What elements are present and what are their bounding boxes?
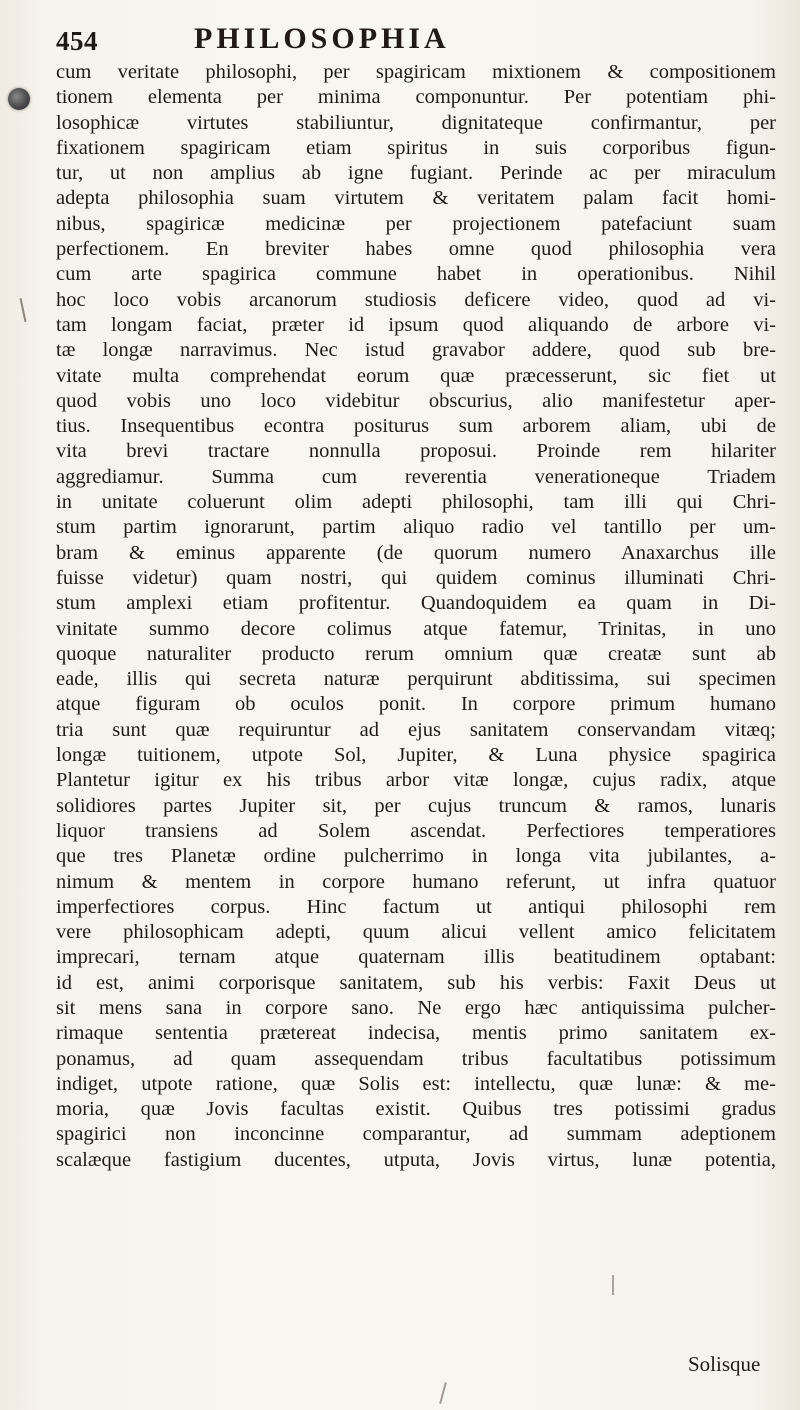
text-line: longæ tuitionem, utpote Sol, Jupiter, & Luna physice spagirica (56, 744, 776, 767)
text-line: tionem elementa per minima componuntur. Per potentiam phi- (56, 86, 776, 109)
text-line: vitate multa comprehendat eorum quæ præcesserunt, sic fiet ut (56, 364, 776, 387)
text-line: scalæque fastigium ducentes, utputa, Jovis virtus, lunæ potentia, (56, 1148, 776, 1171)
text-line: vere philosophicam adepti, quum alicui vellent amico felicitatem (56, 921, 776, 944)
page-number: 454 (56, 26, 98, 56)
text-line: ponamus, ad quam assequendam tribus facultatibus potissimum (56, 1047, 776, 1070)
text-line: imperfectiores corpus. Hinc factum ut antiqui philosophi rem (56, 895, 776, 918)
text-line: solidiores partes Jupiter sit, per cujus truncum & ramos, lunaris (56, 794, 776, 817)
text-line: bram & eminus apparente (de quorum numero Anaxarchus ille (56, 541, 776, 564)
binding-hole-mark (8, 88, 30, 110)
text-line: losophicæ virtutes stabiliuntur, dignitateque confirmantur, per (56, 111, 776, 134)
text-line: eade, illis qui secreta naturæ perquirunt abditissima, sui specimen (56, 668, 776, 691)
text-line: atque figuram ob oculos ponit. In corpore primum humano (56, 693, 776, 716)
margin-ink-mark (20, 298, 27, 322)
text-line: hoc loco vobis arcanorum studiosis deficere video, quod ad vi- (56, 288, 776, 311)
running-head-title: PHILOSOPHIA (194, 22, 450, 55)
text-line: quod vobis uno loco videbitur obscurius, alio manifestetur aper- (56, 389, 776, 412)
text-line: moria, quæ Jovis facultas existit. Quibus tres potissimi gradus (56, 1098, 776, 1121)
text-line: vita brevi tractare nonnulla proposui. Proinde rem hilariter (56, 440, 776, 463)
body-text (56, 60, 776, 1173)
text-line: tur, ut non amplius ab igne fugiant. Perinde ac per miraculum (56, 162, 776, 185)
text-line: que tres Planetæ ordine pulcherrimo in longa vita jubilantes, a- (56, 845, 776, 868)
text-line: spagirici non inconcinne comparantur, ad summam adeptionem (56, 1123, 776, 1146)
text-line: indiget, utpote ratione, quæ Solis est: intellectu, quæ lunæ: & me- (56, 1072, 776, 1095)
text-line: stum amplexi etiam profitentur. Quandoquidem ea quam in Di- (56, 592, 776, 615)
text-line: liquor transiens ad Solem ascendat. Perfectiores temperatiores (56, 819, 776, 842)
text-line: Plantetur igitur ex his tribus arbor vitæ longæ, cujus radix, atque (56, 769, 776, 792)
catchword: Solisque (688, 1352, 761, 1376)
margin-ink-mark-lower (612, 1275, 614, 1295)
text-line: imprecari, ternam atque quaternam illis beatitudinem optabant: (56, 946, 776, 969)
text-line: nibus, spagiricæ medicinæ per projectionem patefaciunt suam (56, 212, 776, 235)
text-line: perfectionem. En breviter habes omne quod philosophia vera (56, 238, 776, 261)
text-line: tius. Insequentibus econtra positurus sum arborem aliam, ubi de (56, 415, 776, 438)
text-line: tam longam faciat, præter id ipsum quod aliquando de arbore vi- (56, 313, 776, 336)
margin-ink-mark-bottom (439, 1382, 447, 1404)
text-line: cum arte spagirica commune habet in operationibus. Nihil (56, 263, 776, 286)
text-line: tria sunt quæ requiruntur ad ejus sanitatem conservandam vitæq; (56, 718, 776, 741)
text-line: stum partim ignorarunt, partim aliquo radio vel tantillo per um- (56, 516, 776, 539)
text-line: aggrediamur. Summa cum reverentia venerationeque Triadem (56, 465, 776, 488)
text-line: sit mens sana in corpore sano. Ne ergo hæc antiquissima pulcher- (56, 996, 776, 1019)
text-line: adepta philosophia suam virtutem & veritatem palam facit homi- (56, 187, 776, 210)
text-line: rimaque sententia prætereat indecisa, mentis primo sanitatem ex- (56, 1022, 776, 1045)
text-line: nimum & mentem in corpore humano referunt, ut infra quatuor (56, 870, 776, 893)
text-line: fuisse videtur) quam nostri, qui quidem cominus illuminati Chri- (56, 566, 776, 589)
text-line: quoque naturaliter producto rerum omnium quæ creatæ sunt ab (56, 642, 776, 665)
page-header (56, 22, 756, 58)
text-line: in unitate coluerunt olim adepti philosophi, tam illi qui Chri- (56, 491, 776, 514)
text-line: vinitate summo decore colimus atque fatemur, Trinitas, in uno (56, 617, 776, 640)
text-line: tæ longæ narravimus. Nec istud gravabor addere, quod sub bre- (56, 339, 776, 362)
text-line: id est, animi corporisque sanitatem, sub his verbis: Faxit Deus ut (56, 971, 776, 994)
text-line: cum veritate philosophi, per spagiricam mixtionem & compositionem (56, 61, 776, 83)
text-line: fixationem spagiricam etiam spiritus in suis corporibus figun- (56, 136, 776, 159)
